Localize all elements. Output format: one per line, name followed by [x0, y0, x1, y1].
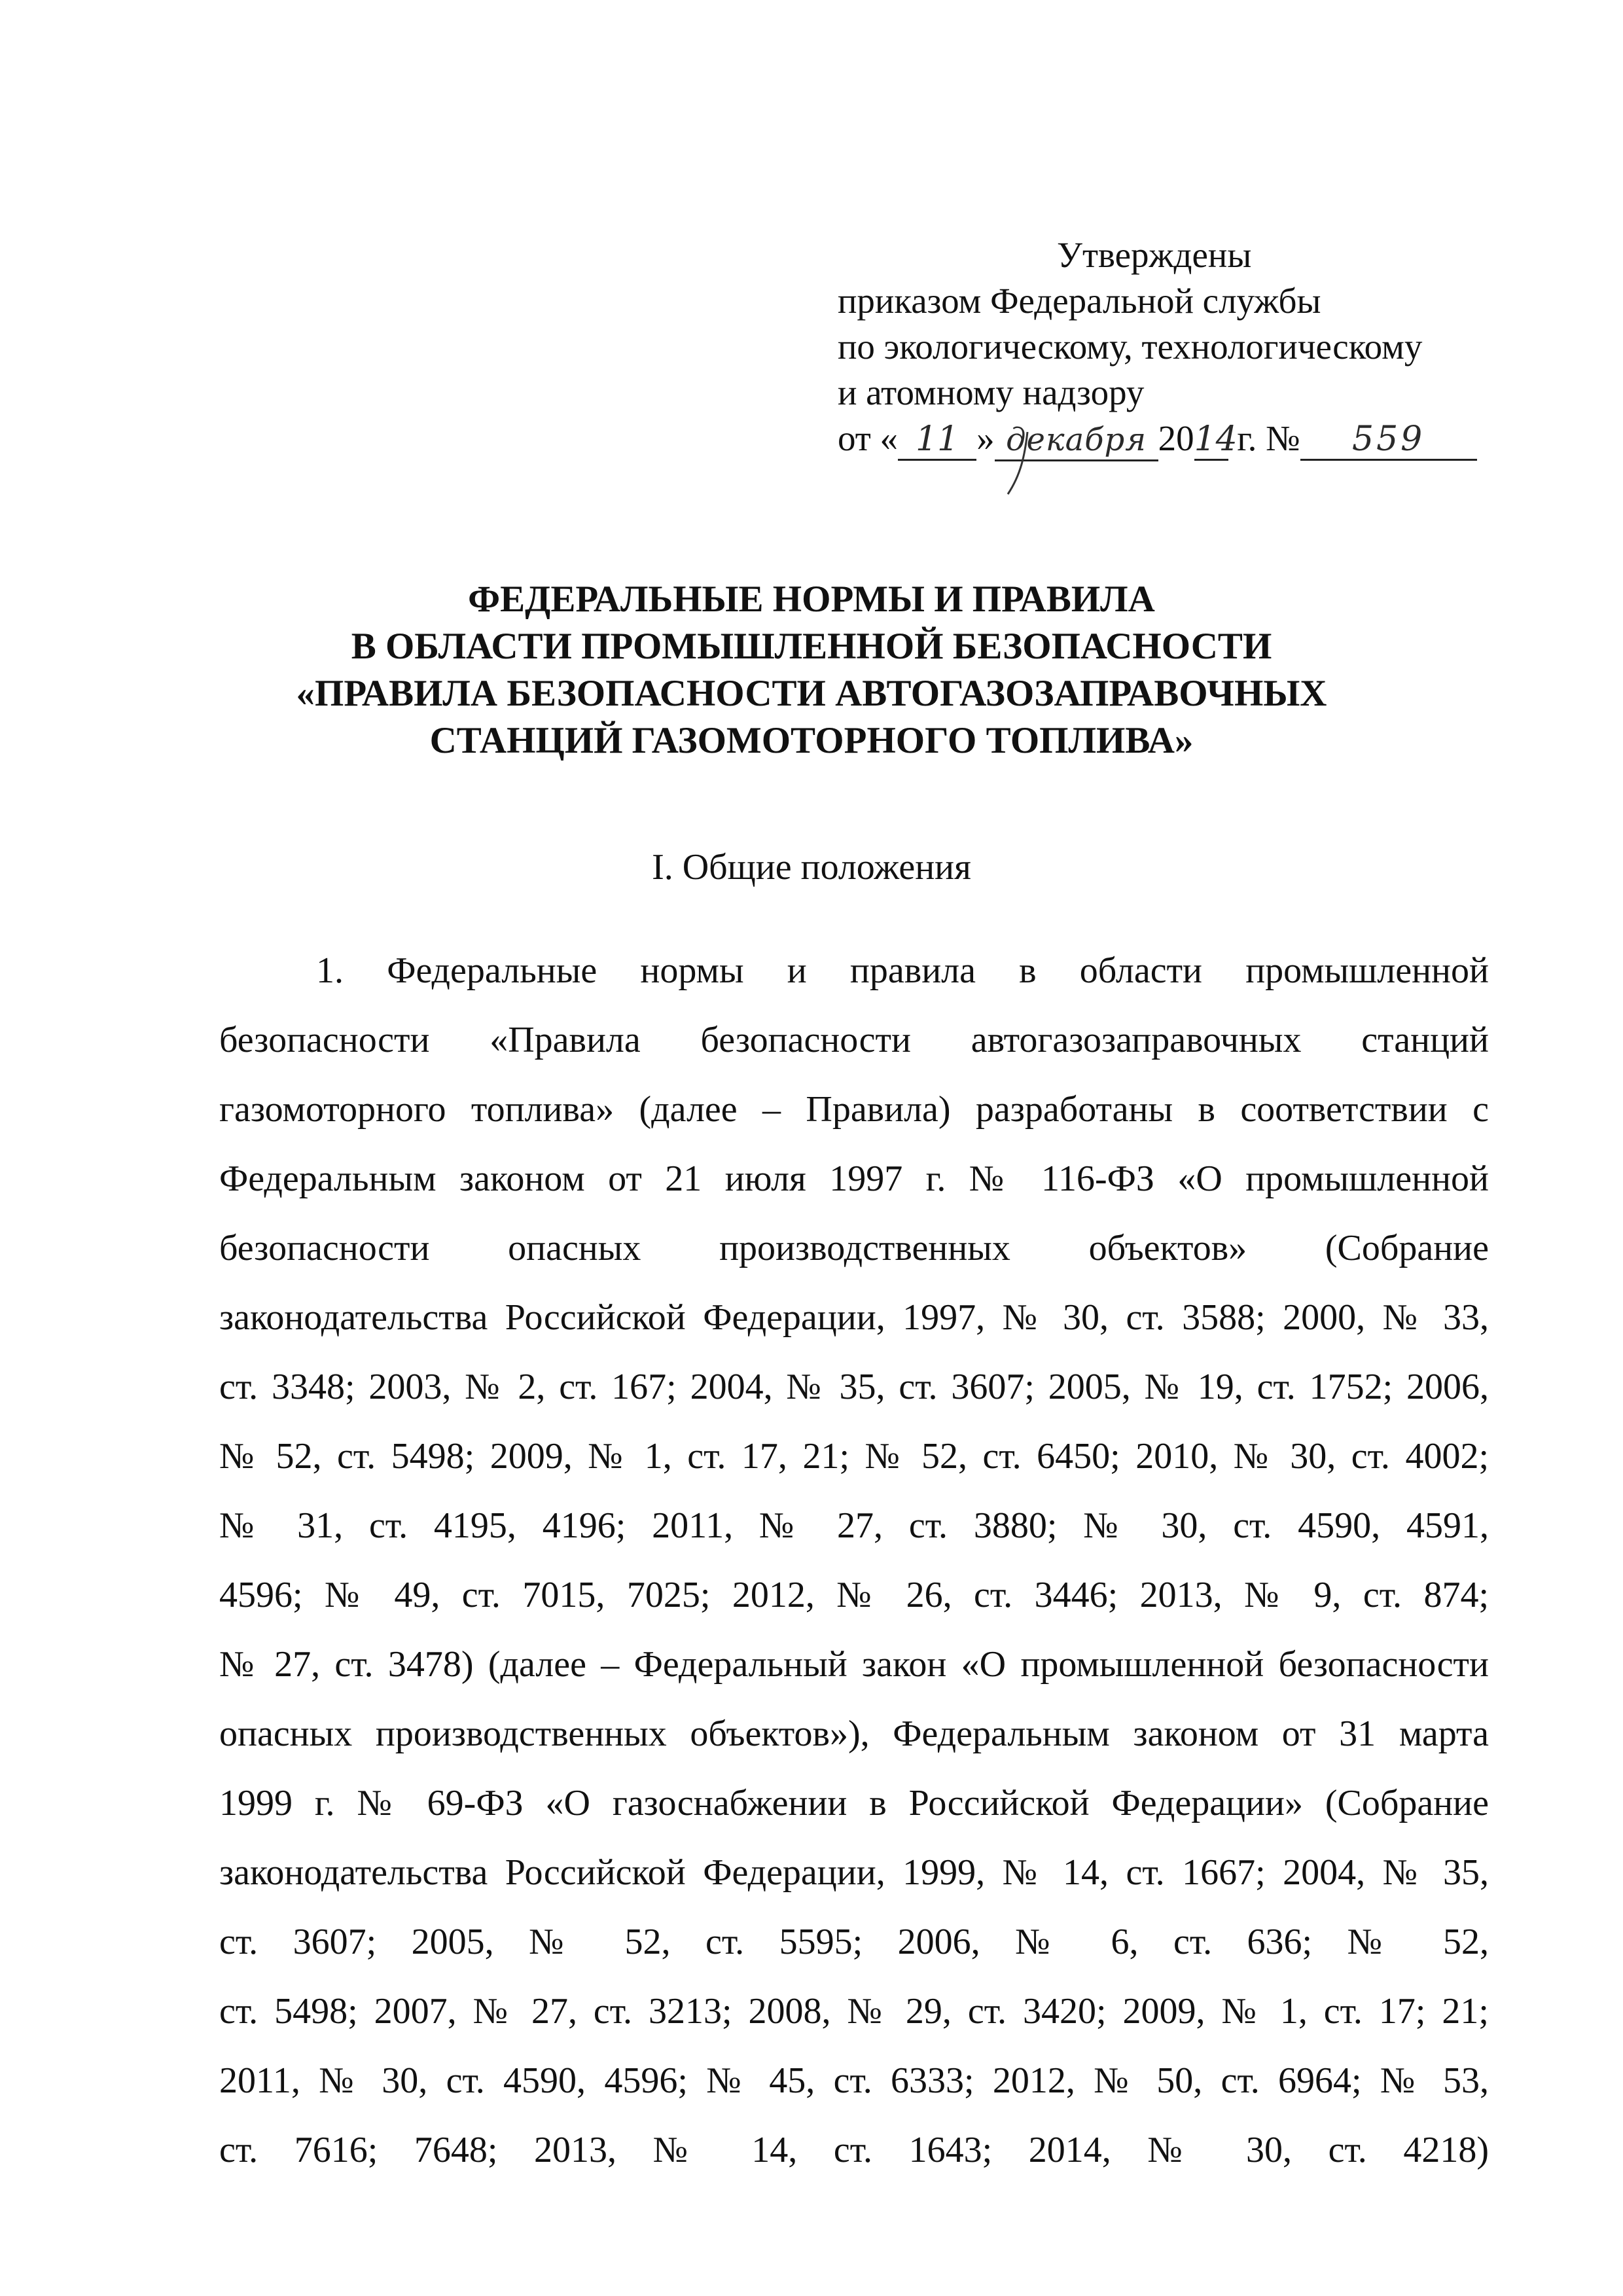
- paragraph-line: № 27, ст. 3478) (далее – Федеральный закон «О промышленной безопасности: [219, 1644, 1489, 1685]
- approval-block: [838, 232, 1505, 461]
- paragraph-line: законодательства Российской Федерации, 1997, № 30, ст. 3588; 2000, № 33,: [219, 1297, 1489, 1338]
- paragraph-1: [219, 936, 1489, 2185]
- paragraph-line: безопасности «Правила безопасности автогазозаправочных станций: [219, 1020, 1489, 1060]
- paragraph-line: ст. 3348; 2003, № 2, ст. 167; 2004, № 35, ст. 3607; 2005, № 19, ст. 1752; 2006,: [219, 1367, 1489, 1407]
- paragraph-line: законодательства Российской Федерации, 1999, № 14, ст. 1667; 2004, № 35,: [219, 1852, 1489, 1893]
- paragraph-line: ст. 7616; 7648; 2013, № 14, ст. 1643; 2014, № 30, ст. 4218): [219, 2130, 1489, 2170]
- approval-heading: Утверждены: [1057, 235, 1252, 275]
- title-line: В ОБЛАСТИ ПРОМЫШЛЕННОЙ БЕЗОПАСНОСТИ: [351, 626, 1272, 667]
- title-line: «ПРАВИЛА БЕЗОПАСНОСТИ АВТОГАЗОЗАПРАВОЧНЫХ: [296, 673, 1327, 714]
- title-line: ФЕДЕРАЛЬНЫЕ НОРМЫ И ПРАВИЛА: [468, 579, 1155, 620]
- approval-line: и атомному надзору: [838, 372, 1145, 412]
- paragraph-line: безопасности опасных производственных объектов» (Собрание: [219, 1228, 1489, 1268]
- paragraph-line: опасных производственных объектов»), Федеральным законом от 31 марта: [219, 1713, 1489, 1754]
- handwritten-order-number: 559: [1300, 420, 1477, 461]
- approval-line: по экологическому, технологическому: [838, 327, 1423, 367]
- year-unit-and-number-sign: г. №: [1228, 418, 1300, 458]
- approval-line: приказом Федеральной службы: [838, 281, 1321, 321]
- paragraph-line: № 31, ст. 4195, 4196; 2011, № 27, ст. 3880; № 30, ст. 4590, 4591,: [219, 1505, 1489, 1546]
- paragraph-line: Федеральным законом от 21 июля 1997 г. № 116-ФЗ «О промышленной: [219, 1158, 1489, 1199]
- paragraph-line: ст. 5498; 2007, № 27, ст. 3213; 2008, № 29, ст. 3420; 2009, № 1, ст. 17; 21;: [219, 1991, 1489, 2032]
- paragraph-line: 1. Федеральные нормы и правила в области промышленной: [316, 950, 1489, 991]
- paragraph-line: 4596; № 49, ст. 7015, 7025; 2012, № 26, ст. 3446; 2013, № 9, ст. 874;: [219, 1575, 1489, 1615]
- section-heading: I. Общие положения: [652, 847, 971, 888]
- handwritten-year-suffix: 14: [1194, 420, 1228, 461]
- paragraph-line: 1999 г. № 69-ФЗ «О газоснабжении в Российской Федерации» (Собрание: [219, 1783, 1489, 1823]
- document-title: [131, 576, 1492, 764]
- handwritten-day: 11: [898, 420, 976, 461]
- paragraph-line: газомоторного топлива» (далее – Правила) разработаны в соответствии с: [219, 1089, 1489, 1130]
- paragraph-line: 2011, № 30, ст. 4590, 4596; № 45, ст. 6333; 2012, № 50, ст. 6964; № 53,: [219, 2060, 1489, 2101]
- paragraph-line: ст. 3607; 2005, № 52, ст. 5595; 2006, № 6, ст. 636; № 52,: [219, 1922, 1489, 1962]
- date-quote-close: »: [976, 418, 995, 458]
- paragraph-line: № 52, ст. 5498; 2009, № 1, ст. 17, 21; № 52, ст. 6450; 2010, № 30, ст. 4002;: [219, 1436, 1489, 1477]
- year-prefix: 20: [1158, 418, 1194, 458]
- approval-date-line: [838, 416, 1505, 461]
- date-prefix: от «: [838, 418, 899, 458]
- title-line: СТАНЦИЙ ГАЗОМОТОРНОГО ТОПЛИВА»: [429, 720, 1194, 761]
- handwritten-month: декабря: [995, 420, 1158, 461]
- handwriting-stroke-decoration: [1001, 429, 1041, 501]
